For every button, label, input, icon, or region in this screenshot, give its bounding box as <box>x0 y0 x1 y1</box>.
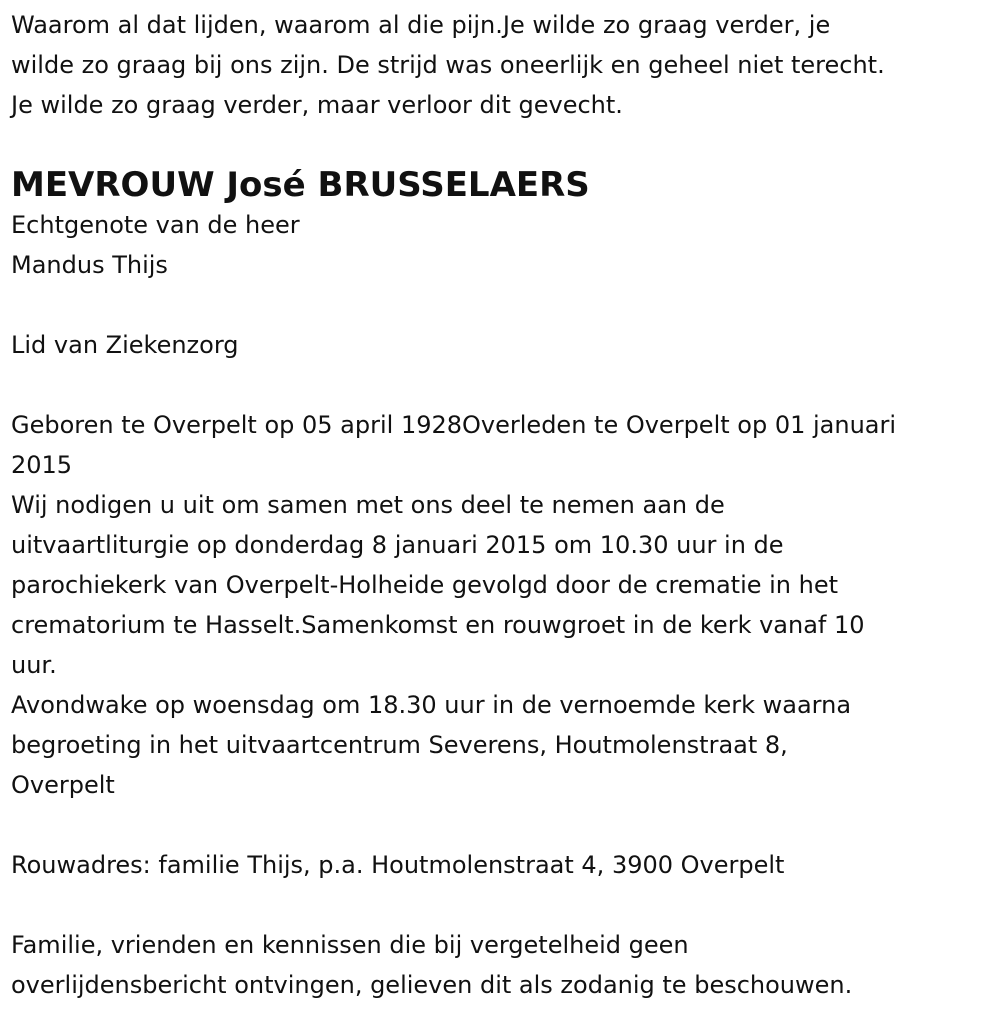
mourning-address: Rouwadres: familie Thijs, p.a. Houtmolenstraat 4, 3900 Overpelt <box>11 851 785 879</box>
poem-line: Je wilde zo graag verder, maar verloor dit gevecht. <box>11 91 623 119</box>
funeral-line: uur. <box>11 651 57 679</box>
closing-line: Familie, vrienden en kennissen die bij vergetelheid geen <box>11 931 689 959</box>
spacer <box>11 805 988 845</box>
wake-line: begroeting in het uitvaartcentrum Severens, Houtmolenstraat 8, <box>11 731 788 759</box>
birth-death-line: Geboren te Overpelt op 05 april 1928Overleden te Overpelt op 01 januari <box>11 411 897 439</box>
spacer <box>11 285 988 325</box>
spacer <box>11 365 988 405</box>
spacer <box>11 125 988 165</box>
birth-death-line: 2015 <box>11 451 73 479</box>
wake-line: Avondwake op woensdag om 18.30 uur in de vernoemde kerk waarna <box>11 691 852 719</box>
poem-line: wilde zo graag bij ons zijn. De strijd was oneerlijk en geheel niet terecht. <box>11 51 885 79</box>
wake-details <box>11 685 988 805</box>
spouse-line: Echtgenote van de heer <box>11 211 300 239</box>
spouse-line: Mandus Thijs <box>11 251 168 279</box>
poem <box>11 5 988 125</box>
closing-line: overlijdensbericht ontvingen, gelieven dit als zodanig te beschouwen. <box>11 971 853 999</box>
membership: Lid van Ziekenzorg <box>11 331 239 359</box>
spouse-info <box>11 205 988 285</box>
funeral-line: parochiekerk van Overpelt-Holheide gevolgd door de crematie in het <box>11 571 839 599</box>
birth-death <box>11 405 988 485</box>
closing-note <box>11 925 988 1005</box>
funeral-line: crematorium te Hasselt.Samenkomst en rouwgroet in de kerk vanaf 10 <box>11 611 865 639</box>
funeral-line: uitvaartliturgie op donderdag 8 januari 2015 om 10.30 uur in de <box>11 531 784 559</box>
wake-line: Overpelt <box>11 771 115 799</box>
spacer <box>11 885 988 925</box>
deceased-name: MEVROUW José BRUSSELAERS <box>11 165 590 205</box>
funeral-details <box>11 485 988 685</box>
poem-line: Waarom al dat lijden, waarom al die pijn.Je wilde zo graag verder, je <box>11 11 831 39</box>
funeral-line: Wij nodigen u uit om samen met ons deel te nemen aan de <box>11 491 725 519</box>
